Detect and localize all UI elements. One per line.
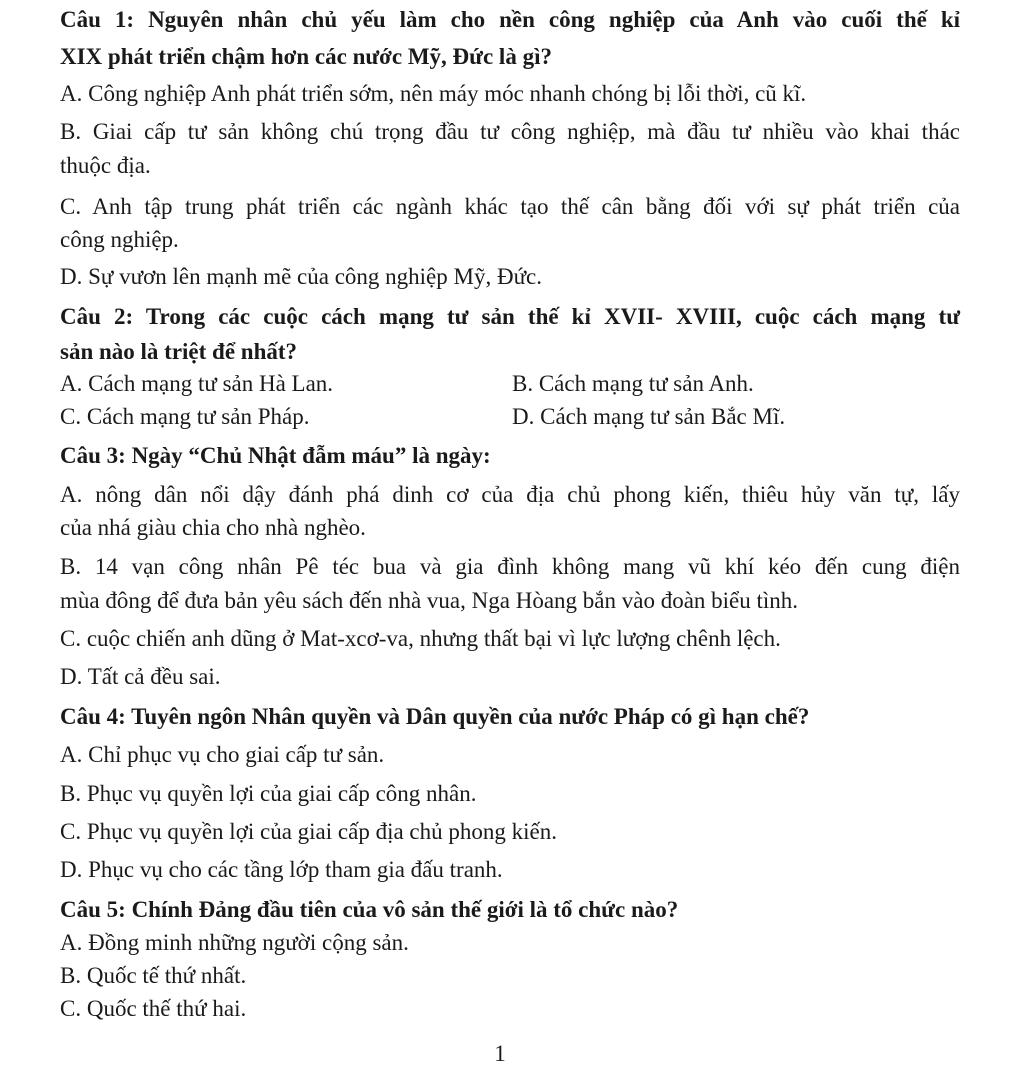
question-4-label: Câu 4:	[60, 704, 126, 729]
question-1-option-c-line-2: công nghiệp.	[60, 227, 179, 252]
question-3-option-a-line-1: A. nông dân nổi dậy đánh phá dinh cơ của địa chủ phong kiến, thiêu hủy văn tự, lấy	[60, 482, 960, 507]
question-2-option-b: B. Cách mạng tư sản Anh.	[512, 371, 754, 396]
question-2-option-a: A. Cách mạng tư sản Hà Lan.	[60, 371, 334, 396]
question-3-option-c: C. cuộc chiến anh dũng ở Mat-xcơ-va, nhưng thất bại vì lực lượng chênh lệch.	[60, 626, 781, 651]
question-3-option-a-line-2: của nhá giàu chia cho nhà nghèo.	[60, 515, 366, 540]
question-5-option-a: A. Đồng minh những người cộng sản.	[60, 930, 409, 955]
question-1-option-d: D. Sự vươn lên mạnh mẽ của công nghiệp Mỹ, Đức.	[60, 264, 543, 289]
question-3-option-b-line-1: B. 14 vạn công nhân Pê téc bua và gia đình không mang vũ khí kéo đến cung điện	[60, 554, 960, 579]
question-5-label: Câu 5:	[60, 897, 126, 922]
question-1-option-a: A. Công nghiệp Anh phát triển sớm, nên máy móc nhanh chóng bị lỗi thời, cũ kĩ.	[60, 81, 807, 106]
question-4-line-1	[60, 703, 960, 731]
question-2-text-2: sản nào là triệt để nhất?	[60, 339, 298, 364]
question-3-line-1	[60, 442, 960, 470]
question-4-option-b: B. Phục vụ quyền lợi của giai cấp công nhân.	[60, 781, 477, 806]
question-5-option-b: B. Quốc tế thứ nhất.	[60, 963, 247, 988]
page-number: 1	[494, 1041, 506, 1066]
question-1-option-c-line-1: C. Anh tập trung phát triển các ngành khác tạo thế cân bằng đối với sự phát triển của	[60, 194, 960, 219]
question-3-label: Câu 3:	[60, 443, 126, 468]
question-5-line-1	[60, 896, 960, 924]
question-4-option-d: D. Phục vụ cho các tầng lớp tham gia đấu tranh.	[60, 857, 503, 882]
question-1-option-b-line-2: thuộc địa.	[60, 153, 151, 178]
question-4-text-1: Tuyên ngôn Nhân quyền và Dân quyền của nước Pháp có gì hạn chế?	[131, 704, 810, 729]
question-4-option-c: C. Phục vụ quyền lợi của giai cấp địa chủ phong kiến.	[60, 819, 557, 844]
question-1-option-b-line-1: B. Giai cấp tư sản không chú trọng đầu tư công nghiệp, mà đầu tư nhiều vào khai thác	[60, 119, 960, 144]
question-1-label: Câu 1:	[60, 7, 135, 32]
question-2-option-d: D. Cách mạng tư sản Bắc Mĩ.	[512, 404, 786, 429]
question-2-text-1: Trong các cuộc cách mạng tư sản thế kỉ XVII- XVIII, cuộc cách mạng tư	[145, 304, 960, 329]
question-4-option-a: A. Chỉ phục vụ cho giai cấp tư sản.	[60, 742, 385, 767]
question-2-option-c: C. Cách mạng tư sản Pháp.	[60, 404, 310, 429]
question-3-text-1: Ngày “Chủ Nhật đẫm máu” là ngày:	[131, 443, 491, 468]
question-5-text-1: Chính Đảng đầu tiên của vô sản thế giới là tổ chức nào?	[131, 897, 679, 922]
question-3-option-b-line-2: mùa đông để đưa bản yêu sách đến nhà vua, Nga Hòang bắn vào đoàn biểu tình.	[60, 588, 799, 613]
question-2-line-1	[60, 303, 960, 331]
question-2-label: Câu 2:	[60, 304, 134, 329]
question-3-option-d: D. Tất cả đều sai.	[60, 664, 221, 689]
question-1-line-1	[60, 6, 960, 34]
question-1-text-1: Nguyên nhân chủ yếu làm cho nền công nghiệp của Anh vào cuối thế kỉ	[148, 7, 961, 32]
question-5-option-c: C. Quốc thế thứ hai.	[60, 996, 247, 1021]
question-1-text-2: XIX phát triển chậm hơn các nước Mỹ, Đức là gì?	[60, 44, 552, 69]
